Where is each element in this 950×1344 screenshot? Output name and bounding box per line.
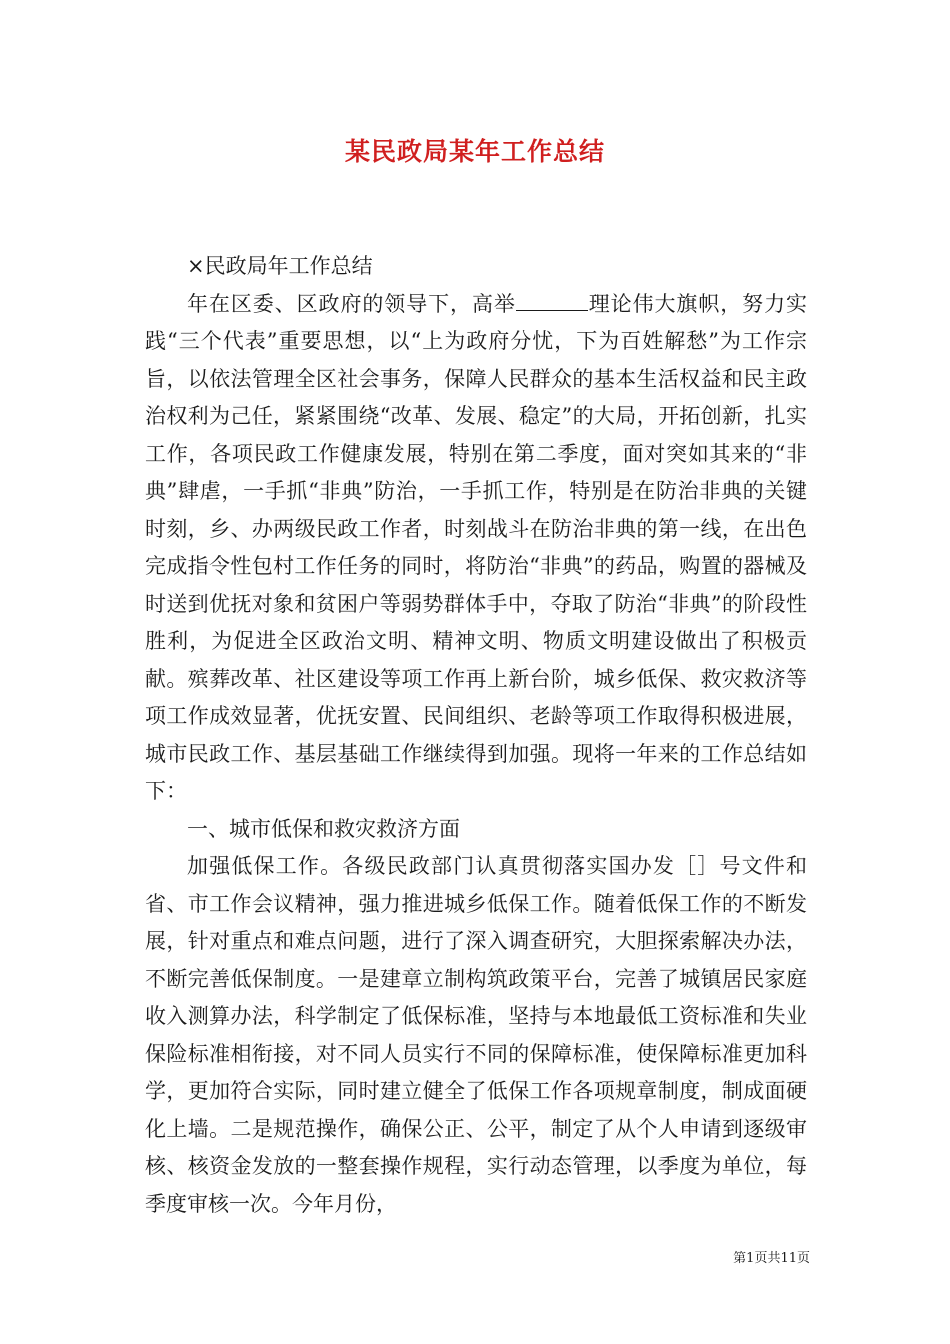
paragraph-low-income: 加强低保工作。各级民政部门认真贯彻落实国办发［］号文件和省、市工作会议精神，强力推进城乡低保工作。随着低保工作的不断发展，针对重点和难点问题，进行了深入调查研究，大胆探索解决办法，不断完善低保制度。一是建章立制构筑政策平台，完善了城镇居民家庭收入测算办法，科学制定了低保标准，坚持与本地最低工资标准和失业保险标准相衔接，对不同人员实行不同的保障标准，使保障标准更加科学，更加符合实际，同时建立健全了低保工作各项规章制度，制成面硬化上墙。二是规范操作，确保公正、公平，制定了从个人申请到逐级审核、核资金发放的一整套操作规程，实行动态管理，以季度为单位，每季度审核一次。今年月份，	[145, 854, 807, 1216]
page-number: 第1页共11页	[733, 1251, 810, 1266]
paragraph-intro-part2: 理论伟大旗帜，努力实践“三个代表”重要思想，以“上为政府分忧，下为百姓解愁”为工作宗旨，以依法管理全区社会事务，保障人民群众的基本生活权益和民主政治权利为己任，紧紧围绕“改革、发展、稳定”的大局，开拓创新，扎实工作，各项民政工作健康发展，特别在第二季度，面对突如其来的“非典”肆虐，一手抓“非典”防治，一手抓工作，特别是在防治非典的关键时刻，乡、办两级民政工作者，时刻战斗在防治非典的第一线，在出色完成指令性包村工作任务的同时，将防治“非典”的药品，购置的器械及时送到优抚对象和贫困户等弱势群体手中，夺取了防治“非典”的阶段性胜利，为促进全区政治文明、精神文明、物质文明建设做出了积极贡献。殡葬改革、社区建设等项工作再上新台阶，城乡低保、救灾救济等项工作成效显著，优抚安置、民间组织、老龄等项工作取得积极进展，城市民政工作、基层基础工作继续得到加强。现将一年来的工作总结如下：	[145, 291, 808, 803]
document-title: 某民政局某年工作总结	[344, 137, 605, 166]
section-heading-1: 一、城市低保和救灾救济方面	[187, 816, 460, 841]
document-subtitle: ×民政局年工作总结	[187, 254, 373, 278]
paragraph-intro-part1: 年在区委、区政府的领导下，高举	[187, 291, 516, 316]
fill-in-blank	[516, 309, 588, 311]
document-body	[145, 248, 807, 1223]
paragraph-intro	[145, 286, 807, 811]
